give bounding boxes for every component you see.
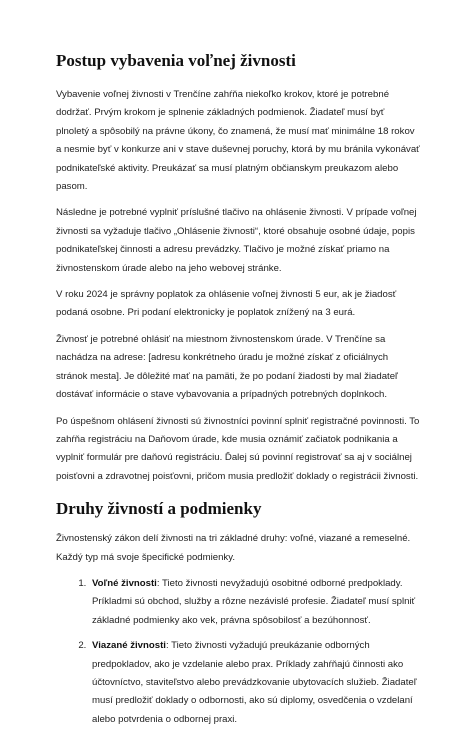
- paragraph-registration: Po úspešnom ohlásení živnosti sú živnostníci povinní splniť registračné povinnosti. To zahŕňa registráciu na Daňovom úrade, kde musia oznámiť začiatok podnikania a vyplniť formulár pre daňovú registráciu. Ďalej sú povinní registrovať sa aj v sociálnej poisťovni a zdravotnej poisťovni, pričom musia predložiť doklady o registrácii živnosti.: [56, 415, 420, 482]
- list-item: [89, 637, 420, 729]
- paragraph-fee: V roku 2024 je správny poplatok za ohlásenie voľnej živnosti 5 eur, ak je žiadosť podaná osobne. Pri podaní elektronicky je poplatok znížený na 3 eurá.: [56, 289, 397, 319]
- paragraph-requirements: Vybavenie voľnej živnosti v Trenčíne zahŕňa niekoľko krokov, ktoré je potrebné dodržať. Prvým krokom je splnenie základných podmienok. Žiadateľ musí byť plnoletý a spôsobilý na právne úkony, čo znamená, že musí mať minimálne 18 rokov a nesmie byť v konkurze ani v stave duševnej poruchy, ktorá by mu bránila vykonávať podnikateľské aktivity. Preukázať sa musí platným občianskym preukazom alebo pasom.: [56, 89, 420, 193]
- section-intro: Živnostenský zákon delí živnosti na tri základné druhy: voľné, viazané a remeselné. Každý typ má svoje špecifické podmienky.: [56, 533, 411, 563]
- paragraph-office: Živnosť je potrebné ohlásiť na miestnom živnostenskom úrade. V Trenčíne sa nachádza na adrese: [adresu konkrétneho úradu je možné získať z oficiálnych stránok mesta]. Je dôležité mať na pamäti, že po podaní žiadosti by mal žiadateľ dostávať informácie o stave vybavovania a prípadných potrebných doplnkoch.: [56, 333, 398, 401]
- section-title: Druhy živností a podmienky: [56, 499, 262, 519]
- list-item-term: Voľné živnosti: [92, 577, 157, 589]
- trade-types-list: [56, 575, 420, 729]
- list-item: [89, 575, 420, 630]
- list-item-text: : Tieto živnosti nevyžadujú osobitné odborné predpoklady. Príkladmi sú obchod, služby a rôzne nezávislé profesie. Žiadateľ musí splniť základné podmienky ako vek, právna spôsobilosť a bezúhonnosť.: [92, 577, 416, 626]
- list-item-term: Viazané živnosti: [92, 640, 166, 652]
- list-item-text: : Tieto živnosti vyžadujú preukázanie odborných predpokladov, ako je vzdelanie alebo prax. Príklady zahŕňajú činnosti ako účtovníctvo, staviteľstvo alebo prevádzkovanie ubytovacích služieb. Žiadateľ musí predložiť doklady o odbornosti, ako sú diplomy, osvedčenia o vzdelaní alebo potvrdenia o odbornej praxi.: [92, 640, 417, 725]
- document-title: Postup vybavenia voľnej živnosti: [56, 51, 296, 70]
- paragraph-form: Následne je potrebné vyplniť príslušné tlačivo na ohlásenie živnosti. V prípade voľnej živnosti sa vyžaduje tlačivo „Ohlásenie živnosti“, ktoré obsahuje osobné údaje, popis podnikateľskej činnosti a adresu prevádzky. Tlačivo je možné získať priamo na živnostenskom úrade alebo na jeho webovej stránke.: [56, 207, 417, 274]
- document-page: [56, 50, 420, 736]
